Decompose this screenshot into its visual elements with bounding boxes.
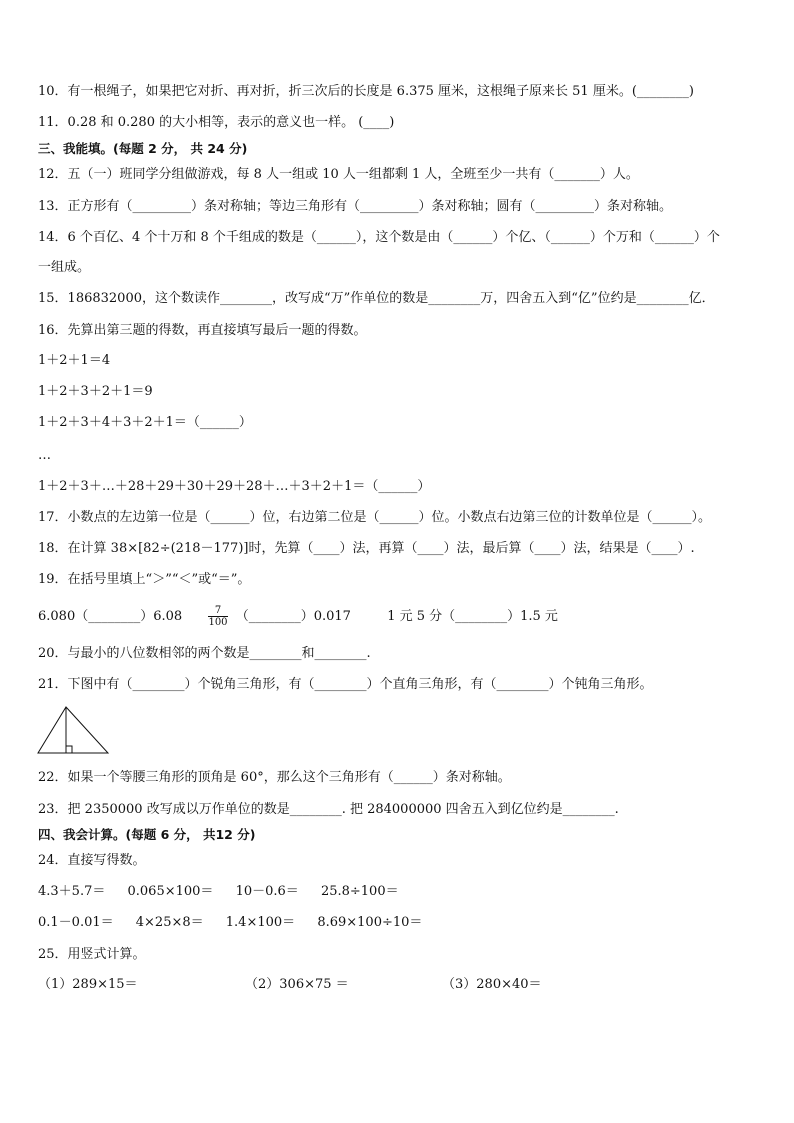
- question-19: 19．在括号里填上“＞”“＜”或“＝”。: [38, 572, 251, 587]
- question-16-eq-1: 1＋2＋1＝4: [38, 353, 111, 368]
- section-3-heading: 三、我能填。(每题 2 分， 共 24 分): [38, 141, 248, 156]
- calc-item: 4.3＋5.7＝: [38, 884, 106, 899]
- question-13: 13．正方形有（_________）条对称轴；等边三角形有（_________）条对称轴；圆有（_________）条对称轴。: [38, 199, 673, 214]
- question-19-item-b: （________）0.017: [235, 609, 351, 624]
- calc-item: 0.065×100＝: [127, 884, 214, 899]
- question-19-items: [38, 604, 558, 630]
- question-16-ellipsis: …: [38, 448, 51, 463]
- question-12: 12．五（一）班同学分组做游戏，每 8 人一组或 10 人一组都剩 1 人，全班至少一共有（_______）人。: [38, 167, 639, 182]
- question-16-eq-final: 1＋2＋3＋…＋28＋29＋30＋29＋28＋…＋3＋2＋1＝（______）: [38, 479, 431, 494]
- question-18: 18．在计算 38×[82÷(218－177)]时，先算（____）法，再算（____）法，最后算（____）法，结果是（____）.: [38, 541, 695, 556]
- question-16: 16．先算出第三题的得数，再直接填写最后一题的得数。: [38, 323, 367, 338]
- calc-item: 4×25×8＝: [135, 915, 204, 930]
- question-23: 23．把 2350000 改写成以万作单位的数是________. 把 284000000 四舍五入到亿位约是________.: [38, 802, 619, 817]
- triangle-figure: [36, 705, 112, 755]
- question-25-item-1: （1）289×15＝: [38, 977, 138, 992]
- calc-item: 10－0.6＝: [235, 884, 299, 899]
- question-16-eq-3: 1＋2＋3＋4＋3＋2＋1＝（______）: [38, 415, 252, 430]
- question-24-row-1: [38, 883, 399, 901]
- question-17: 17．小数点的左边第一位是（______）位，右边第二位是（______）位。小数点右边第三位的计数单位是（______）。: [38, 510, 712, 525]
- question-24-row-2: [38, 914, 422, 932]
- calc-item: 1.4×100＝: [225, 915, 296, 930]
- calc-item: 8.69×100÷10＝: [317, 915, 423, 930]
- question-21: 21．下图中有（________）个锐角三角形，有（________）个直角三角形，有（________）个钝角三角形。: [38, 677, 653, 692]
- calc-item: 25.8÷100＝: [320, 884, 399, 899]
- question-15: 15．186832000，这个数读作________，改写成“万”作单位的数是________万，四舍五入到“亿”位约是________亿．: [38, 291, 715, 306]
- question-25-item-2: （2）306×75 ＝: [245, 977, 349, 992]
- question-14-line-2: 一组成。: [38, 260, 91, 275]
- fraction-denominator: 100: [208, 617, 228, 628]
- question-10: 10．有一根绳子，如果把它对折、再对折，折三次后的长度是 6.375 厘米，这根绳子原来长 51 厘米。(________): [38, 84, 694, 99]
- right-angle-mark: [66, 746, 72, 753]
- question-25-item-3: （3）280×40＝: [442, 977, 542, 992]
- question-24: 24．直接写得数。: [38, 853, 146, 868]
- fraction-7-100: [208, 605, 227, 628]
- question-14-line-1: 14．6 个百亿、4 个十万和 8 个千组成的数是（______），这个数是由（______）个亿、（______）个万和（______）个: [38, 230, 720, 245]
- question-11: 11．0.28 和 0.280 的大小相等，表示的意义也一样。 (____): [38, 115, 395, 130]
- calc-item: 0.1－0.01＝: [38, 915, 114, 930]
- question-19-item-c: 1 元 5 分（________）1.5 元: [387, 609, 558, 624]
- section-4-heading: 四、我会计算。(每题 6 分， 共12 分): [38, 827, 256, 842]
- question-25: 25．用竖式计算。: [38, 947, 146, 962]
- fraction-numerator: 7: [208, 605, 227, 617]
- question-20: 20．与最小的八位数相邻的两个数是________和________.: [38, 646, 371, 661]
- question-16-eq-2: 1＋2＋3＋2＋1＝9: [38, 384, 153, 399]
- question-22: 22．如果一个等腰三角形的顶角是 60°，那么这个三角形有（______）条对称轴。: [38, 770, 511, 785]
- triangle-outline: [38, 707, 108, 753]
- question-19-item-a: 6.080（________）6.08: [38, 609, 183, 624]
